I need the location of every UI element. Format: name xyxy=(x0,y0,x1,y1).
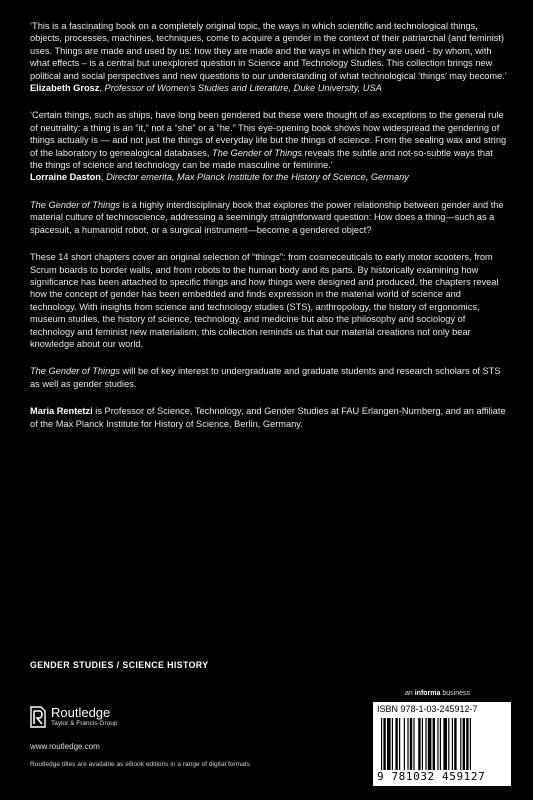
publisher-name: Routledge xyxy=(51,705,111,720)
audience-description: The Gender of Things will be of key interest to undergraduate and graduate students and research scholars of STS as well as gender studies. xyxy=(30,366,501,389)
endorser-affiliation: Professor of Women’s Studies and Literature, Duke University, USA xyxy=(104,83,382,94)
book-description: The Gender of Things is a highly interdisciplinary book that explores the power relationship between gender and the material culture of technoscience, addressing a seemingly straightforward question: How does a thing—such as a spacesuit, a humanoid robot, or a surgical instrument—become a gendered object? xyxy=(30,199,504,235)
endorsement-attribution: Lorraine Daston, Director emerita, Max Planck Institute for the History of Science, Germany xyxy=(30,172,409,183)
book-title: The Gender of Things xyxy=(212,147,303,158)
routledge-logo-icon xyxy=(30,706,46,728)
publisher-logo xyxy=(30,706,117,728)
isbn-barcode xyxy=(373,702,511,786)
author-name: Maria Rentetzi xyxy=(30,406,93,417)
author-bio: Maria Rentetzi is Professor of Science, Technology, and Gender Studies at FAU Erlangen-Nurnberg, and an affiliate of the Max Planck Institute for History of Science, Berlin, Germany. xyxy=(30,406,506,429)
back-cover-text xyxy=(30,20,508,445)
informa-business-tag: an informa business xyxy=(405,690,470,697)
isbn-label: ISBN 978-1-03-245912-7 xyxy=(377,704,478,714)
endorser-affiliation: Director emerita, Max Planck Institute for the History of Science, Germany xyxy=(106,172,409,183)
ebook-note: Routledge titles are available as eBook editions in a range of digital formats xyxy=(30,761,250,768)
book-title: The Gender of Things xyxy=(30,366,120,377)
subject-category: GENDER STUDIES / SCIENCE HISTORY xyxy=(30,660,209,670)
chapters-description: These 14 short chapters cover an original selection of “things”: from cosmeceuticals to early motor scooters, from Scrum boards to border walls, and from robots to the human body and its parts. By historically examining how significance has been attached to specific things and how things were designed and produced, the chapters reveal how the concept of gender has been embedded and finds expression in the material world of science and technology. With insights from science and technology studies (STS), anthropology, the history of ergonomics, museum studies, the history of science, technology, and medicine but also the philosophy and sociology of technology and feminist new materialism, this collection reminds us that our material creations not only bear knowledge about our world. xyxy=(30,252,499,349)
endorser-name: Elizabeth Grosz xyxy=(30,83,100,94)
endorsement-text: ‘This is a fascinating book on a completely original topic, the ways in which scientific and technological things, objects, processes, machines, techniques, come to acquire a gender in the context of their patriarchal (and feminist) uses. Things are made and used by us: how they are made and the ways in which they are used - by whom, with what effects – is a central but unexplored question in Science and Technology Studies. This collection brings new political and social perspectives and new questions to our understanding of what technological ‘things’ may become.’ xyxy=(30,21,507,81)
publisher-group: Taylor & Francis Group xyxy=(51,720,118,727)
barcode-digits: 9 781032 459127 xyxy=(377,770,486,783)
book-title: The Gender of Things xyxy=(30,199,120,210)
endorser-name: Lorraine Daston xyxy=(30,172,101,183)
endorsement-attribution: Elizabeth Grosz, Professor of Women’s Studies and Literature, Duke University, USA xyxy=(30,83,382,94)
publisher-url[interactable]: www.routledge.com xyxy=(30,742,100,751)
endorsement-grosz xyxy=(30,20,508,94)
barcode-bars xyxy=(381,718,505,770)
endorsement-daston xyxy=(30,109,508,183)
endorsement-text: ‘Certain things, such as ships, have long been gendered but these were thought of as exceptions to the general rule of neutrality: a thing is an “it,” not a “she” or a “he.” This eye-opening book shows how widespread the gendering of things actually is — and not just the things of everyday life but the things of science. From the sealing wax and string of the laboratory to genealogical databases, The Gender of Things reveals the subtle and not-so-subtle ways that the things of science and technology can be made masculine or feminine.’ xyxy=(30,110,507,171)
